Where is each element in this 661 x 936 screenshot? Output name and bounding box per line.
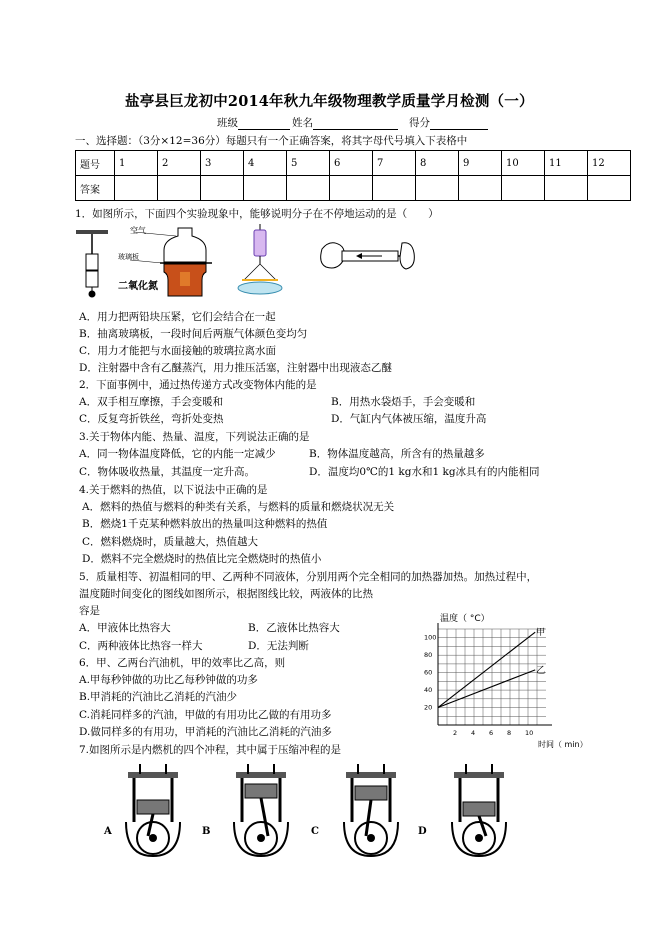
- row-label: 答案: [76, 176, 115, 201]
- number-cell: 1: [115, 151, 158, 176]
- x-axis-label: 时间（ min）: [538, 740, 588, 749]
- series-label-jia: 甲: [536, 628, 546, 639]
- series-label-yi: 乙: [536, 665, 546, 676]
- lead-block-figure: [72, 226, 112, 298]
- answer-cell[interactable]: [373, 176, 416, 201]
- q5-option-a: A．甲液体比热容大: [79, 622, 171, 634]
- engine-label-a: A: [104, 826, 112, 837]
- answer-cell[interactable]: [588, 176, 631, 201]
- q5-option-c: C．两种液体比热容一样大: [79, 640, 203, 652]
- air-label: 空气: [130, 226, 146, 235]
- answer-table: [75, 150, 631, 201]
- q5-option-b: B．乙液体比热容大: [248, 622, 340, 634]
- answer-cell[interactable]: [158, 176, 201, 201]
- q5-stem-line2: 温度随时间变化的图线如图所示，根据图线比较，两液体的比热: [79, 588, 373, 600]
- q3-option-b: B．物体温度越高，所含有的热量越多: [309, 448, 485, 460]
- y-tick-label: 60: [424, 668, 433, 677]
- chart-ticks: [424, 634, 533, 737]
- q5-stem-line3: 容是: [79, 605, 100, 617]
- y-tick-label: 100: [424, 633, 437, 642]
- number-cell: 12: [588, 151, 631, 176]
- x-tick-label: 10: [525, 729, 534, 737]
- engine-diagram: [234, 764, 288, 856]
- no2-label: 二氧化氮: [118, 281, 158, 292]
- series-line-0: [438, 632, 535, 707]
- q1-option-c: C．用力才能把与水面接触的玻璃拉离水面: [79, 345, 277, 357]
- class-field: [217, 116, 290, 130]
- answer-row: [76, 176, 631, 201]
- q4-option-a: A．燃料的热值与燃料的种类有关系，与燃料的质量和燃烧状况无关: [82, 501, 395, 513]
- answer-cell[interactable]: [244, 176, 287, 201]
- x-tick-label: 6: [489, 729, 494, 737]
- class-label: 班级: [217, 117, 238, 129]
- q4-stem: 4.关于燃料的热值，以下说法中正确的是: [79, 484, 268, 496]
- q1-stem: 1．如图所示，下面四个实验现象中，能够说明分子在不停地运动的是（ ）: [75, 208, 439, 220]
- answer-cell[interactable]: [287, 176, 330, 201]
- y-axis-label: 温度（ °C）: [440, 614, 490, 624]
- q1-option-d: D．注射器中含有乙醚蒸汽，用力推压活塞，注射器中出现液态乙醚: [79, 362, 392, 374]
- engine-diagram: [126, 764, 180, 856]
- q3-option-c: C．物体吸收热量，其温度一定升高。: [79, 466, 256, 478]
- y-tick-label: 20: [424, 703, 433, 712]
- q6-option-a: A.甲每秒钟做的功比乙每秒钟做的功多: [79, 674, 258, 686]
- answer-cell[interactable]: [330, 176, 373, 201]
- chart-grid: [438, 629, 546, 725]
- engine-label-b: B: [202, 826, 211, 837]
- q5-stem-line1: 5．质量相等、初温相同的甲、乙两种不同液体，分别用两个完全相同的加热器加热。加热过程中，: [79, 571, 538, 583]
- row-label: 题号: [76, 151, 115, 176]
- number-row: [76, 151, 631, 176]
- number-cell: 6: [330, 151, 373, 176]
- section-heading: 一、选择题：（3分×12=36分）每题只有一个正确答案，将其字母代号填入下表格中: [75, 135, 468, 147]
- y-tick-label: 40: [424, 686, 433, 695]
- number-cell: 7: [373, 151, 416, 176]
- syringe-figure: [318, 235, 418, 279]
- chart-series: [438, 632, 535, 707]
- number-cell: 9: [459, 151, 502, 176]
- number-cell: 11: [545, 151, 588, 176]
- q1-option-b: B．抽离玻璃板，一段时间后两瓶气体颜色变均匀: [79, 328, 308, 340]
- q2-option-d: D．气缸内气体被压缩，温度升高: [331, 413, 487, 425]
- engine-diagram: [344, 764, 398, 856]
- number-cell: 5: [287, 151, 330, 176]
- answer-cell[interactable]: [416, 176, 459, 201]
- q7-stem: 7.如图所示是内燃机的四个冲程，其中属于压缩冲程的是: [79, 744, 342, 756]
- q2-option-c: C．反复弯折铁丝，弯折处变热: [79, 413, 224, 425]
- score-label: 得分: [409, 117, 430, 129]
- q1-option-a: A．用力把两铅块压紧，它们会结合在一起: [79, 311, 276, 323]
- answer-cell[interactable]: [201, 176, 244, 201]
- q4-option-c: C．燃料燃烧时，质量越大，热值越大: [82, 536, 259, 548]
- chart-axes: [438, 623, 552, 725]
- temperature-time-chart: [410, 605, 588, 755]
- number-cell: 4: [244, 151, 287, 176]
- spring-scale-figure: [234, 222, 286, 300]
- answer-cell[interactable]: [459, 176, 502, 201]
- answer-cell[interactable]: [115, 176, 158, 201]
- engine-label-d: D: [418, 826, 427, 837]
- q6-stem: 6．甲、乙两台汽油机，甲的效率比乙高，则: [79, 657, 286, 669]
- engine-label-c: C: [311, 826, 319, 837]
- q3-option-d: D．温度均0℃的1 kg水和1 kg冰具有的内能相同: [309, 466, 540, 478]
- score-field: [409, 116, 488, 130]
- answer-cell[interactable]: [502, 176, 545, 201]
- engine-strokes-figure: [120, 762, 520, 862]
- glass-plate-label: 玻璃板: [118, 253, 139, 261]
- q6-option-b: B.甲消耗的汽油比乙消耗的汽油少: [79, 691, 238, 703]
- number-cell: 8: [416, 151, 459, 176]
- page-title: 盐亭县巨龙初中2014年秋九年级物理教学质量学月检测（一）: [125, 93, 534, 110]
- q2-stem: 2．下面事例中，通过热传递方式改变物体内能的是: [79, 379, 317, 391]
- number-cell: 10: [502, 151, 545, 176]
- name-field: [292, 116, 398, 130]
- q4-option-d: D．燃料不完全燃烧时的热值比完全燃烧时的热值小: [82, 553, 322, 565]
- q3-stem: 3.关于物体内能、热量、温度，下列说法正确的是: [79, 431, 310, 443]
- q6-option-d: D.做同样多的有用功，甲消耗的汽油比乙消耗的汽油多: [79, 726, 332, 738]
- q5-option-d: D．无法判断: [248, 640, 309, 652]
- x-tick-label: 2: [453, 729, 458, 737]
- x-tick-label: 4: [471, 729, 476, 737]
- q4-option-b: B．燃烧1千克某种燃料放出的热量叫这种燃料的热值: [82, 518, 328, 530]
- q2-option-b: B．用热水袋焐手，手会变暖和: [331, 396, 476, 408]
- y-tick-label: 80: [424, 651, 433, 660]
- answer-cell[interactable]: [545, 176, 588, 201]
- series-line-1: [438, 670, 535, 708]
- engine-diagram: [452, 764, 506, 856]
- q2-option-a: A．双手相互摩擦，手会变暖和: [79, 396, 224, 408]
- name-label: 姓名: [292, 117, 313, 129]
- number-cell: 2: [158, 151, 201, 176]
- q6-option-c: C.消耗同样多的汽油，甲做的有用功比乙做的有用功多: [79, 709, 332, 721]
- number-cell: 3: [201, 151, 244, 176]
- x-tick-label: 8: [507, 729, 512, 737]
- q3-option-a: A．同一物体温度降低，它的内能一定减少: [79, 448, 276, 460]
